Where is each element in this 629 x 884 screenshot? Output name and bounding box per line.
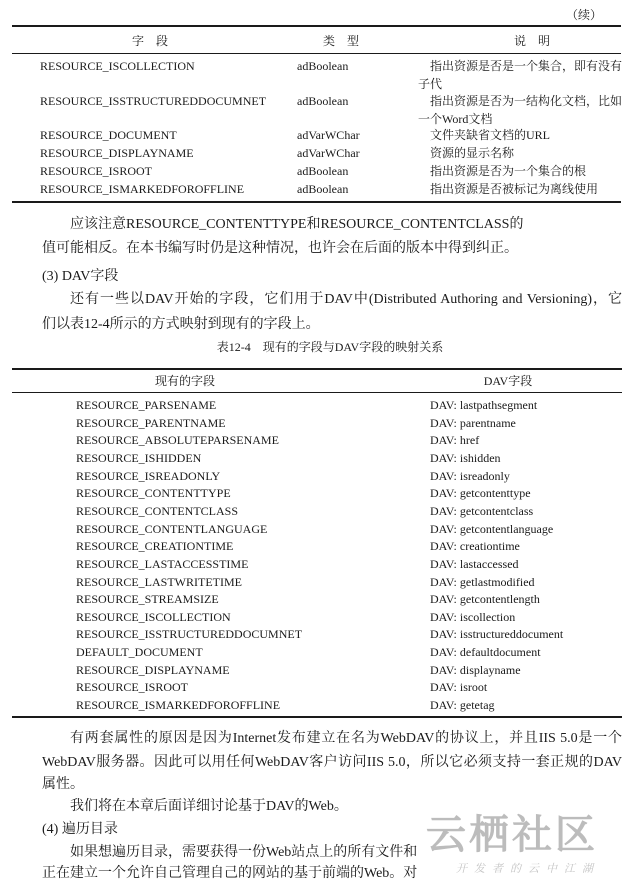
field-name-cell: RESOURCE_ISCOLLECTION bbox=[40, 59, 195, 73]
table-row bbox=[0, 92, 629, 126]
dav-field-cell: DAV: getcontenttype bbox=[430, 486, 531, 500]
table-row bbox=[0, 180, 629, 198]
existing-field-cell: DEFAULT_DOCUMENT bbox=[76, 645, 203, 659]
table-row bbox=[0, 608, 629, 626]
field-name-cell: RESOURCE_DOCUMENT bbox=[40, 128, 177, 142]
field-name-cell: RESOURCE_ISSTRUCTUREDDOCUMNET bbox=[40, 94, 267, 108]
paragraph-line: 值可能相反。在本书编写时仍是这种情况，也许会在后面的版本中得到纠正。 bbox=[42, 241, 518, 256]
paragraph-line: 还有一些以DAV开始的字段，它们用于DAV中(Distributed Authoring and Versioning)，它 bbox=[70, 292, 622, 307]
table-row bbox=[0, 661, 629, 679]
existing-field-cell: RESOURCE_ISROOT bbox=[76, 680, 189, 694]
table-row bbox=[0, 573, 629, 591]
continued-label: （续） bbox=[566, 8, 603, 22]
field-name-cell: RESOURCE_ISROOT bbox=[40, 164, 153, 178]
dav-field-cell: DAV: lastpathsegment bbox=[430, 398, 538, 412]
description-cell bbox=[418, 162, 622, 180]
description-cell bbox=[418, 126, 622, 144]
dav-field-cell: DAV: lastaccessed bbox=[430, 557, 519, 571]
paragraph-line: 如果想遍历目录，需要获得一份Web站点上的所有文件和 bbox=[70, 845, 418, 860]
existing-field-cell: RESOURCE_LASTACCESSTIME bbox=[76, 557, 249, 571]
column-header-field: 字 段 bbox=[131, 34, 168, 48]
column-header-dav-field: DAV字段 bbox=[483, 374, 533, 388]
dav-field-cell: DAV: getetag bbox=[430, 698, 495, 712]
dav-field-cell: DAV: defaultdocument bbox=[430, 645, 541, 659]
description-cell bbox=[418, 180, 622, 198]
watermark-title: 云栖社区 bbox=[426, 813, 598, 857]
column-header-description: 说 明 bbox=[513, 34, 550, 48]
table-row bbox=[0, 449, 629, 467]
existing-field-cell: RESOURCE_STREAMSIZE bbox=[76, 592, 219, 606]
dav-field-cell: DAV: getcontentlength bbox=[430, 592, 540, 606]
paragraph-line: 应该注意RESOURCE_CONTENTTYPE和RESOURCE_CONTENTCLASS的 bbox=[70, 217, 524, 232]
dav-web-note-paragraph: 我们将在本章后面详细讨论基于DAV的Web。 bbox=[70, 799, 348, 814]
data-type-cell: adBoolean bbox=[297, 164, 349, 178]
table-header-rule bbox=[12, 53, 621, 54]
section-heading: (3) DAV字段 bbox=[42, 269, 119, 284]
dav-field-cell: DAV: isroot bbox=[430, 680, 488, 694]
table-bottom-rule bbox=[12, 716, 622, 718]
description-line: 指出资源是否是一个集合，即有没有 bbox=[430, 59, 623, 73]
table-row bbox=[0, 643, 629, 661]
existing-field-cell: RESOURCE_LASTWRITETIME bbox=[76, 575, 242, 589]
description-line: 一个Word文档 bbox=[418, 112, 493, 126]
existing-field-cell: RESOURCE_CONTENTLANGUAGE bbox=[76, 522, 268, 536]
existing-field-cell: RESOURCE_PARENTNAME bbox=[76, 416, 226, 430]
paragraph-line: 属性。 bbox=[42, 777, 84, 792]
data-type-cell: adBoolean bbox=[297, 94, 349, 108]
data-type-cell: adVarWChar bbox=[297, 128, 360, 142]
existing-field-cell: RESOURCE_ISCOLLECTION bbox=[76, 610, 231, 624]
dav-field-cell: DAV: parentname bbox=[430, 416, 516, 430]
description-cell bbox=[418, 144, 622, 162]
table-header-rule bbox=[12, 392, 622, 393]
table-row bbox=[0, 502, 629, 520]
description-line: 文件夹缺省文档的URL bbox=[430, 128, 551, 142]
dav-field-cell: DAV: getcontentlanguage bbox=[430, 522, 554, 536]
dav-field-cell: DAV: iscollection bbox=[430, 610, 516, 624]
existing-field-cell: RESOURCE_ISMARKEDFOROFFLINE bbox=[76, 698, 281, 712]
data-type-cell: adBoolean bbox=[297, 59, 349, 73]
field-name-cell: RESOURCE_ISMARKEDFOROFFLINE bbox=[40, 182, 245, 196]
table-row bbox=[0, 555, 629, 573]
existing-field-cell: RESOURCE_DISPLAYNAME bbox=[76, 663, 230, 677]
dav-field-cell: DAV: isreadonly bbox=[430, 469, 510, 483]
data-type-cell: adVarWChar bbox=[297, 146, 360, 160]
table-row bbox=[0, 590, 629, 608]
table-top-rule bbox=[12, 25, 621, 27]
paragraph-line: 有两套属性的原因是因为Internet发布建立在名为WebDAV的协议上，并且IIS 5.0是一个 bbox=[70, 731, 622, 746]
existing-field-cell: RESOURCE_CREATIONTIME bbox=[76, 539, 234, 553]
field-name-cell: RESOURCE_DISPLAYNAME bbox=[40, 146, 194, 160]
table-row bbox=[0, 537, 629, 555]
table-caption: 表12-4 现有的字段与DAV字段的映射关系 bbox=[216, 340, 444, 354]
existing-field-cell: RESOURCE_PARSENAME bbox=[76, 398, 217, 412]
dav-field-cell: DAV: displayname bbox=[430, 663, 521, 677]
table-row bbox=[0, 625, 629, 643]
dav-field-cell: DAV: creationtime bbox=[430, 539, 520, 553]
description-line: 资源的显示名称 bbox=[430, 146, 515, 160]
dav-field-cell: DAV: href bbox=[430, 433, 480, 447]
column-header-type: 类 型 bbox=[322, 34, 359, 48]
watermark bbox=[420, 812, 620, 878]
existing-field-cell: RESOURCE_ABSOLUTEPARSENAME bbox=[76, 433, 279, 447]
dav-field-cell: DAV: getcontentclass bbox=[430, 504, 534, 518]
description-line: 指出资源是否为一个集合的根 bbox=[430, 164, 587, 178]
table-row bbox=[0, 396, 629, 414]
section-heading: (4) 遍历目录 bbox=[42, 822, 118, 837]
table-row bbox=[0, 678, 629, 696]
paragraph-line: WebDAV服务器。因此可以用任何WebDAV客户访问IIS 5.0，所以它必须支持一套正规的DAV bbox=[42, 755, 622, 770]
dav-field-cell: DAV: getlastmodified bbox=[430, 575, 535, 589]
description-line: 子代 bbox=[418, 77, 443, 91]
description-cell bbox=[418, 92, 622, 128]
data-type-cell: adBoolean bbox=[297, 182, 349, 196]
table-row bbox=[0, 520, 629, 538]
existing-field-cell: RESOURCE_ISREADONLY bbox=[76, 469, 221, 483]
description-cell bbox=[418, 57, 622, 93]
table-row bbox=[0, 57, 629, 91]
paragraph-line: 们以表12-4所示的方式映射到现有的字段上。 bbox=[42, 317, 320, 332]
existing-field-cell: RESOURCE_ISSTRUCTUREDDOCUMNET bbox=[76, 627, 303, 641]
table-row bbox=[0, 484, 629, 502]
table-row bbox=[0, 696, 629, 714]
paragraph-line: 正在建立一个允许自己管理自己的网站的基于前端的Web。对 bbox=[42, 866, 418, 881]
existing-field-cell: RESOURCE_CONTENTCLASS bbox=[76, 504, 239, 518]
watermark-subtitle: 开发者的云中江湖 bbox=[456, 862, 600, 875]
table-top-rule bbox=[12, 368, 622, 370]
table-row bbox=[0, 144, 629, 162]
description-line: 指出资源是否被标记为离线使用 bbox=[430, 182, 599, 196]
table-row bbox=[0, 467, 629, 485]
column-header-existing-field: 现有的字段 bbox=[154, 374, 215, 388]
table-row bbox=[0, 431, 629, 449]
table-row bbox=[0, 414, 629, 432]
dav-field-cell: DAV: isstructureddocument bbox=[430, 627, 564, 641]
description-line: 指出资源是否为一结构化文档，比如 bbox=[430, 94, 623, 108]
existing-field-cell: RESOURCE_CONTENTTYPE bbox=[76, 486, 231, 500]
table-bottom-rule bbox=[12, 201, 621, 203]
table-row bbox=[0, 126, 629, 144]
table-row bbox=[0, 162, 629, 180]
dav-field-cell: DAV: ishidden bbox=[430, 451, 501, 465]
existing-field-cell: RESOURCE_ISHIDDEN bbox=[76, 451, 202, 465]
